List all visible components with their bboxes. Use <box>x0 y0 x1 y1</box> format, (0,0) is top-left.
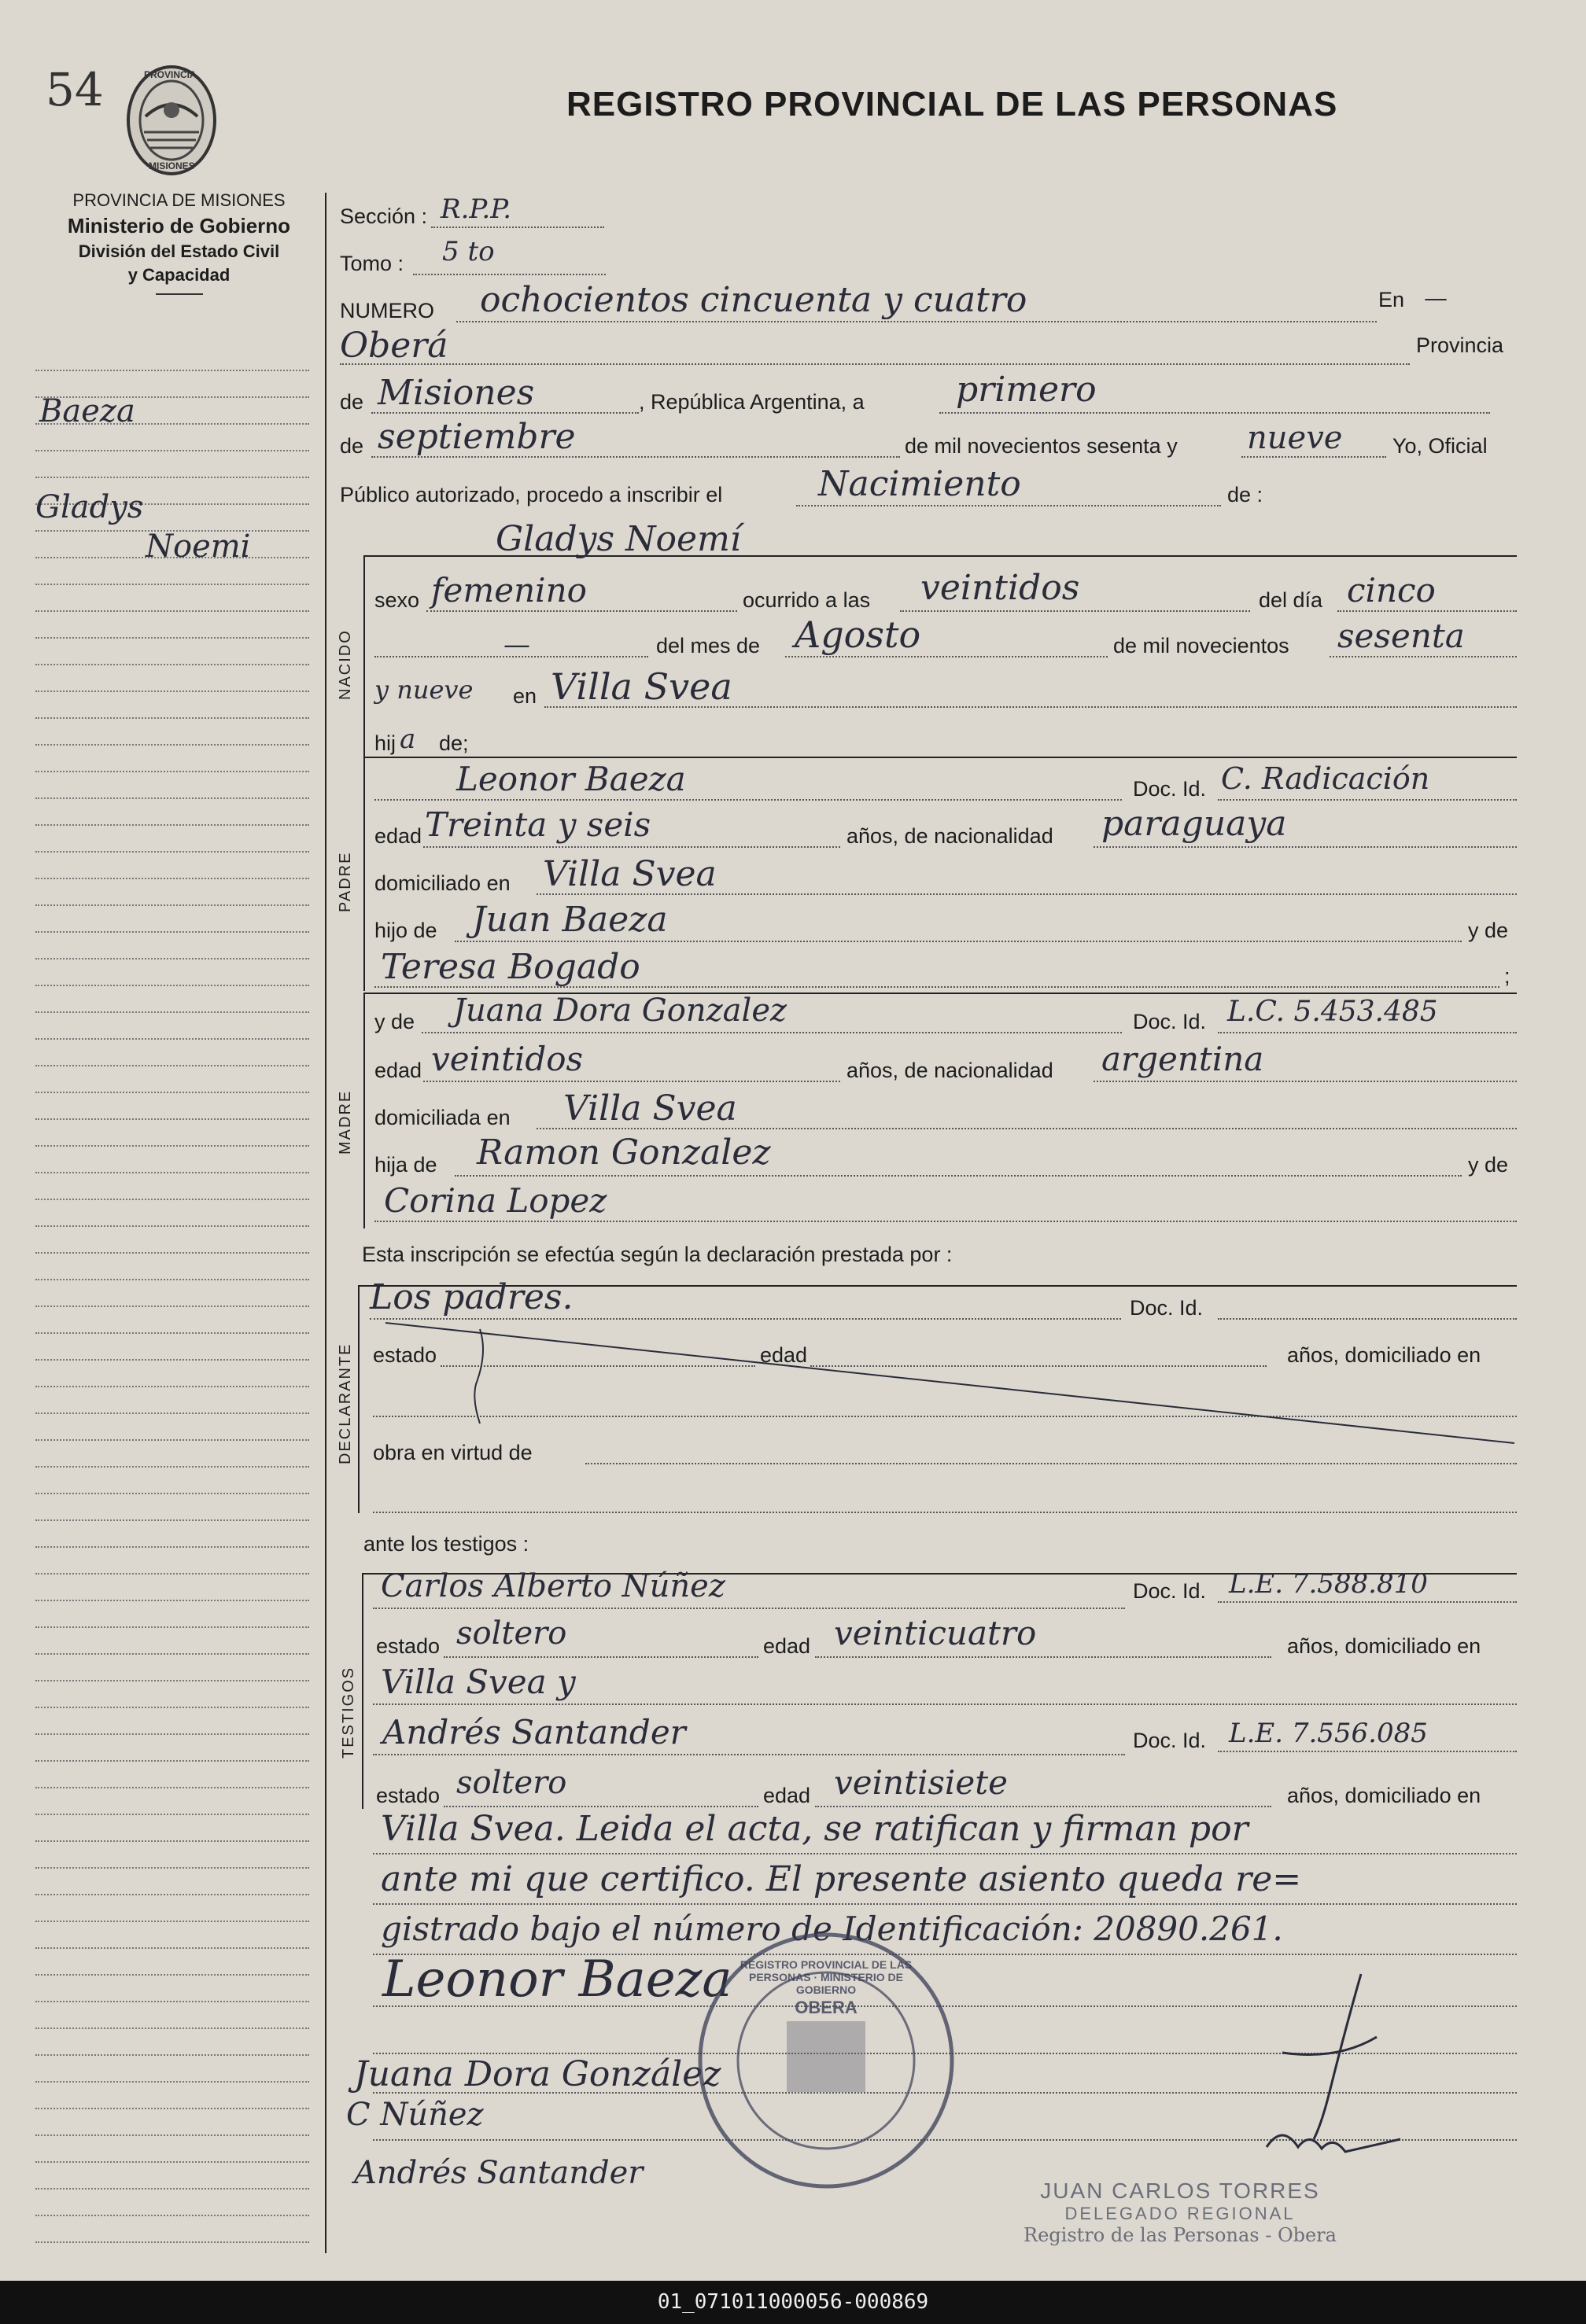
margin-line <box>35 2028 309 2029</box>
margin-line <box>35 1840 309 1842</box>
issuer-line1: PROVINCIA DE MISIONES <box>72 190 286 210</box>
margin-line <box>35 985 309 986</box>
issuer-line4: y Capacidad <box>127 265 231 285</box>
seal-ring-text: REGISTRO PROVINCIAL DE LAS PERSONAS · MINISTERIO DE GOBIERNO <box>740 1958 913 1996</box>
cierre2-line <box>373 1903 1517 1905</box>
margin-line <box>35 771 309 772</box>
padre-dom-value: Villa Svea <box>543 854 717 894</box>
margin-line <box>35 1493 309 1494</box>
margin-line <box>35 878 309 879</box>
margin-line <box>35 1947 309 1949</box>
margin-line <box>35 1894 309 1895</box>
mes-inscripcion-value: septiembre <box>378 417 576 457</box>
madre-y-de-line <box>374 1221 1517 1222</box>
margin-line <box>35 851 309 853</box>
margin-line <box>35 2001 309 2002</box>
margin-line <box>35 1573 309 1575</box>
margin-line <box>35 664 309 665</box>
en-value: — <box>1424 285 1448 312</box>
padre-top-line <box>363 757 1517 758</box>
declarante-dom-label: años, domiciliado en <box>1287 1343 1481 1367</box>
sexo-value: femenino <box>431 571 587 610</box>
madre-nac-label: años, de nacionalidad <box>846 1059 1053 1082</box>
seal-center-text: OBERA <box>795 1998 858 2017</box>
de-mil-label: de mil novecientos sesenta y <box>905 434 1178 458</box>
numero-label: NUMERO <box>340 299 434 322</box>
signature-1: Leonor Baeza <box>382 1950 732 2009</box>
seccion-line <box>431 227 604 228</box>
testigo2-line <box>373 1754 1125 1755</box>
testigo2-estado-value: soltero <box>456 1765 567 1801</box>
issuer-line2: Ministerio de Gobierno <box>67 214 291 238</box>
tomo-label: Tomo : <box>340 252 404 275</box>
dia-value: cinco <box>1347 571 1436 610</box>
padre-edad-label: edad <box>374 824 422 848</box>
margin-line <box>35 2081 309 2083</box>
numero-line <box>456 321 1377 322</box>
margin-line <box>35 1225 309 1227</box>
testigo1-estado-line <box>444 1656 758 1658</box>
madre-y-de-value: Corina Lopez <box>384 1181 607 1220</box>
madre-y-de-label: y de <box>374 1010 415 1033</box>
madre-dom-value: Villa Svea <box>563 1088 737 1129</box>
testigo1-doc-line <box>1218 1601 1517 1603</box>
margin-line <box>35 744 309 746</box>
margin-line <box>35 1680 309 1681</box>
declarante-edad-label: edad <box>760 1343 808 1367</box>
hij-label: hij <box>374 731 396 755</box>
provincia-value: Misiones <box>378 373 535 413</box>
margin-line <box>35 1199 309 1200</box>
padre-semicolon: ; <box>1504 964 1510 988</box>
madre-nombre-value: Juana Dora Gonzalez <box>453 993 787 1029</box>
padre-edad-value: Treinta y seis <box>425 805 651 844</box>
margin-line <box>35 1011 309 1013</box>
issuer-line3: División del Estado Civil <box>78 241 280 261</box>
testigos-label: ante los testigos : <box>363 1532 529 1556</box>
madre-nombre-line <box>422 1032 1122 1033</box>
anio-cont-value: y nueve <box>374 675 474 705</box>
del-mes-label: del mes de <box>656 634 761 657</box>
margin-line <box>35 1252 309 1254</box>
dia-insc-line <box>939 412 1490 414</box>
tomo-line <box>413 274 606 275</box>
margin-line <box>35 1439 309 1441</box>
margin-line <box>35 1787 309 1788</box>
anio-inscripcion-value: nueve <box>1247 420 1343 456</box>
declarante-doc-line <box>1218 1318 1517 1320</box>
testigo1-value: Carlos Alberto Núñez <box>381 1568 725 1604</box>
margin-line <box>35 931 309 933</box>
de2-label: de <box>340 434 364 458</box>
testigo1-doc-label: Doc. Id. <box>1133 1579 1207 1603</box>
yo-oficial-label: Yo, Oficial <box>1392 434 1488 458</box>
en2-label: en <box>513 684 537 708</box>
page-number: 54 <box>46 63 104 116</box>
margin-line <box>35 637 309 639</box>
testigo2-doc-label: Doc. Id. <box>1133 1729 1207 1752</box>
nacido-section-label: NACIDO <box>337 629 354 700</box>
margin-line <box>35 1332 309 1334</box>
margin-given2: Noemi <box>146 529 251 565</box>
margin-line <box>35 1279 309 1280</box>
provincia-label: Provincia <box>1416 333 1504 357</box>
declarante-section-label: DECLARANTE <box>337 1342 354 1464</box>
testigo1-line <box>373 1608 1125 1609</box>
madre-y-de2-label: y de <box>1468 1153 1509 1177</box>
madre-edad-line <box>423 1081 840 1082</box>
cierre2-value: ante mi que certifico. El presente asiento queda re= <box>381 1859 1302 1899</box>
padre-nac-label: años, de nacionalidad <box>846 824 1053 848</box>
margin-line <box>35 2241 309 2243</box>
declarante-estado-label: estado <box>373 1343 437 1367</box>
del-dia-label: del día <box>1259 588 1323 612</box>
nombre-value: Gladys Noemí <box>496 519 741 559</box>
anio-value: sesenta <box>1337 617 1465 655</box>
margin-line <box>35 610 309 612</box>
madre-doc-label: Doc. Id. <box>1133 1010 1207 1033</box>
sexo-line <box>426 610 737 612</box>
margin-line <box>35 2188 309 2190</box>
margin-line <box>35 1172 309 1173</box>
testigo2-edad-line <box>815 1806 1271 1807</box>
margin-line <box>35 2108 309 2109</box>
official-signature <box>1164 1966 1416 2171</box>
declaracion-label: Esta inscripción se efectúa según la declaración prestada por : <box>362 1243 953 1266</box>
officer-stamp <box>991 2179 1369 2246</box>
margin-line <box>35 797 309 799</box>
margin-line <box>35 1386 309 1387</box>
madre-nac-value: argentina <box>1101 1040 1264 1078</box>
hora-value: veintidos <box>920 568 1080 608</box>
margin-line <box>35 2161 309 2163</box>
testigo1-edad-line <box>815 1656 1271 1658</box>
margin-line <box>35 1733 309 1735</box>
madre-dom-label: domiciliada en <box>374 1106 511 1129</box>
anio-line <box>1330 656 1517 657</box>
padre-bracket <box>363 757 365 991</box>
seccion-label: Sección : <box>340 204 428 228</box>
margin-line <box>35 1921 309 1922</box>
cierre1-line <box>373 1853 1517 1854</box>
padre-hijo-value: Juan Baeza <box>472 900 668 940</box>
margin-line <box>35 1145 309 1147</box>
main-separator <box>325 193 326 2253</box>
margin-line <box>35 477 309 478</box>
madre-edad-label: edad <box>374 1059 422 1082</box>
mes-value: Agosto <box>795 613 921 656</box>
madre-doc-value: L.C. 5.453.485 <box>1227 996 1438 1028</box>
madre-edad-value: veintidos <box>431 1040 584 1078</box>
margin-line <box>35 1707 309 1708</box>
margin-line <box>35 691 309 692</box>
republica-label: , República Argentina, a <box>639 390 865 414</box>
issuer-block <box>24 190 334 295</box>
margin-line <box>35 1118 309 1120</box>
margin-line <box>35 1814 309 1815</box>
margin-line <box>35 1546 309 1548</box>
margin-line <box>35 1412 309 1414</box>
padre-doc-label: Doc. Id. <box>1133 777 1207 801</box>
testigo2-dom-label: años, domiciliado en <box>1287 1784 1481 1807</box>
declarante-line <box>370 1318 1121 1320</box>
margin-line <box>35 2134 309 2136</box>
padre-nombre-line <box>374 799 1122 801</box>
de-colon-label: de : <box>1227 483 1263 506</box>
testigo1-estado-value: soltero <box>456 1615 567 1652</box>
declarante-obra-line <box>585 1463 1517 1464</box>
hora-line <box>900 610 1250 612</box>
testigo2-doc-value: L.E. 7.556.085 <box>1229 1718 1428 1749</box>
acto-line <box>796 505 1221 506</box>
declarante-obra-label: obra en virtud de <box>373 1441 533 1464</box>
madre-doc-line <box>1218 1032 1517 1033</box>
declarante-value: Los padres. <box>370 1277 574 1317</box>
sexo-label: sexo <box>374 588 420 612</box>
mes-line <box>785 656 1108 657</box>
padre-dom-label: domiciliado en <box>374 871 511 895</box>
madre-nac-line <box>1094 1081 1517 1082</box>
padre-hijo-line <box>455 941 1462 942</box>
hij-suffix: a <box>400 724 416 755</box>
madre-hija-line <box>455 1175 1462 1177</box>
declarante-extra-line <box>373 1512 1517 1513</box>
testigo2-estado-label: estado <box>376 1784 441 1807</box>
margin-given1: Gladys <box>35 489 144 525</box>
declarante-bracket <box>358 1285 360 1513</box>
signature-3: C Núñez <box>346 2097 484 2133</box>
cierre1-value: Villa Svea. Leida el acta, se ratifican y firman por <box>381 1809 1249 1849</box>
margin-line <box>35 2215 309 2216</box>
testigo1-dom-value: Villa Svea y <box>381 1663 576 1701</box>
margin-line <box>35 1092 309 1093</box>
nacido-bracket <box>363 555 365 760</box>
testigo1-dom-label: años, domiciliado en <box>1287 1634 1481 1658</box>
testigo1-edad-value: veinticuatro <box>834 1614 1037 1652</box>
madre-hija-value: Ramon Gonzalez <box>477 1133 771 1173</box>
padre-section-label: PADRE <box>337 851 354 912</box>
margin-line <box>35 1760 309 1762</box>
numero-value: ochocientos cincuenta y cuatro <box>480 280 1027 320</box>
document-title: REGISTRO PROVINCIAL DE LAS PERSONAS <box>566 85 1338 123</box>
declarante-doc-label: Doc. Id. <box>1130 1296 1204 1320</box>
testigo1-doc-value: L.E. 7.588.810 <box>1229 1568 1428 1600</box>
testigo2-doc-line <box>1218 1751 1517 1752</box>
margin-line <box>35 958 309 959</box>
margin-line <box>35 1038 309 1040</box>
padre-nac-line <box>1094 846 1517 848</box>
margin-line <box>35 824 309 826</box>
publico-label: Público autorizado, procedo a inscribir el <box>340 483 723 506</box>
acto-value: Nacimiento <box>818 464 1021 504</box>
emblem-top-text: PROVINCIA <box>144 69 197 80</box>
margin-line <box>35 1306 309 1307</box>
testigos-bracket <box>362 1573 363 1809</box>
stamp-office: Registro de las Personas - Obera <box>1024 2224 1337 2246</box>
testigos-section-label: TESTIGOS <box>340 1666 357 1759</box>
margin-surname: Baeza <box>39 393 135 429</box>
padre-nac-value: paraguaya <box>1101 804 1287 844</box>
testigo2-value: Andrés Santander <box>382 1713 686 1751</box>
localidad-value: Oberá <box>340 326 448 366</box>
cierre3-value: gistrado bajo el número de Identificación: 20890.261. <box>381 1910 1283 1948</box>
dia-line <box>1337 610 1517 612</box>
padre-hijo-label: hijo de <box>374 919 437 942</box>
province-emblem <box>122 61 221 179</box>
testigo1-edad-label: edad <box>763 1634 811 1658</box>
madre-bracket <box>363 993 365 1228</box>
margin-line <box>35 1600 309 1601</box>
margin-line <box>35 1519 309 1521</box>
padre-doc-line <box>1218 799 1517 801</box>
padre-edad-line <box>423 846 840 848</box>
signature-4: Andrés Santander <box>354 2155 644 2191</box>
padre-doc-value: C. Radicación <box>1221 761 1430 796</box>
padre-y-de-value: Teresa Bogado <box>381 947 640 987</box>
official-seal <box>692 1927 960 2194</box>
lugar-value: Villa Svea <box>551 665 732 708</box>
ocurrido-label: ocurrido a las <box>743 588 871 612</box>
padre-y-de-label: y de <box>1468 919 1509 942</box>
madre-section-label: MADRE <box>337 1089 354 1155</box>
padre-nombre-value: Leonor Baeza <box>456 760 686 798</box>
margin-line <box>35 450 309 451</box>
de-mil2-label: de mil novecientos <box>1113 634 1289 657</box>
testigo1-estado-label: estado <box>376 1634 441 1658</box>
margin-line <box>35 1065 309 1066</box>
margin-line <box>35 1626 309 1628</box>
dia-inscripcion-value: primero <box>956 370 1097 410</box>
en-label: En <box>1378 288 1405 311</box>
tomo-value: 5 to <box>442 236 495 267</box>
testigo2-estado-line <box>444 1806 758 1807</box>
testigo1-dom-line <box>373 1703 1517 1705</box>
emblem-bottom-text: MISIONES <box>149 160 195 171</box>
margin-line <box>35 1466 309 1468</box>
margin-line <box>35 717 309 719</box>
margin-line <box>35 370 309 371</box>
margin-line <box>35 1867 309 1869</box>
madre-hija-label: hija de <box>374 1153 437 1177</box>
seccion-value: R.P.P. <box>441 193 511 225</box>
signature-2: Juana Dora González <box>354 2054 721 2094</box>
margin-line <box>35 1974 309 1976</box>
margin-line <box>35 1359 309 1361</box>
localidad-line <box>340 363 1410 365</box>
margin-line <box>35 584 309 585</box>
de-label: de <box>340 390 364 414</box>
margin-line <box>35 904 309 906</box>
hij-de-label: de; <box>439 731 469 755</box>
testigo2-edad-label: edad <box>763 1784 811 1807</box>
margin-line <box>35 1653 309 1655</box>
stamp-name: JUAN CARLOS TORRES <box>1040 2179 1320 2203</box>
margin-line <box>35 2054 309 2056</box>
dia-cont-value: — <box>503 629 530 661</box>
footer-caption: 01_071011000056-000869 <box>0 2281 1586 2324</box>
anio-insc-line <box>1241 456 1386 458</box>
testigo2-edad-value: veintisiete <box>834 1763 1008 1802</box>
declarante-strike <box>370 1321 1518 1447</box>
stamp-role: DELEGADO REGIONAL <box>1064 2204 1296 2223</box>
